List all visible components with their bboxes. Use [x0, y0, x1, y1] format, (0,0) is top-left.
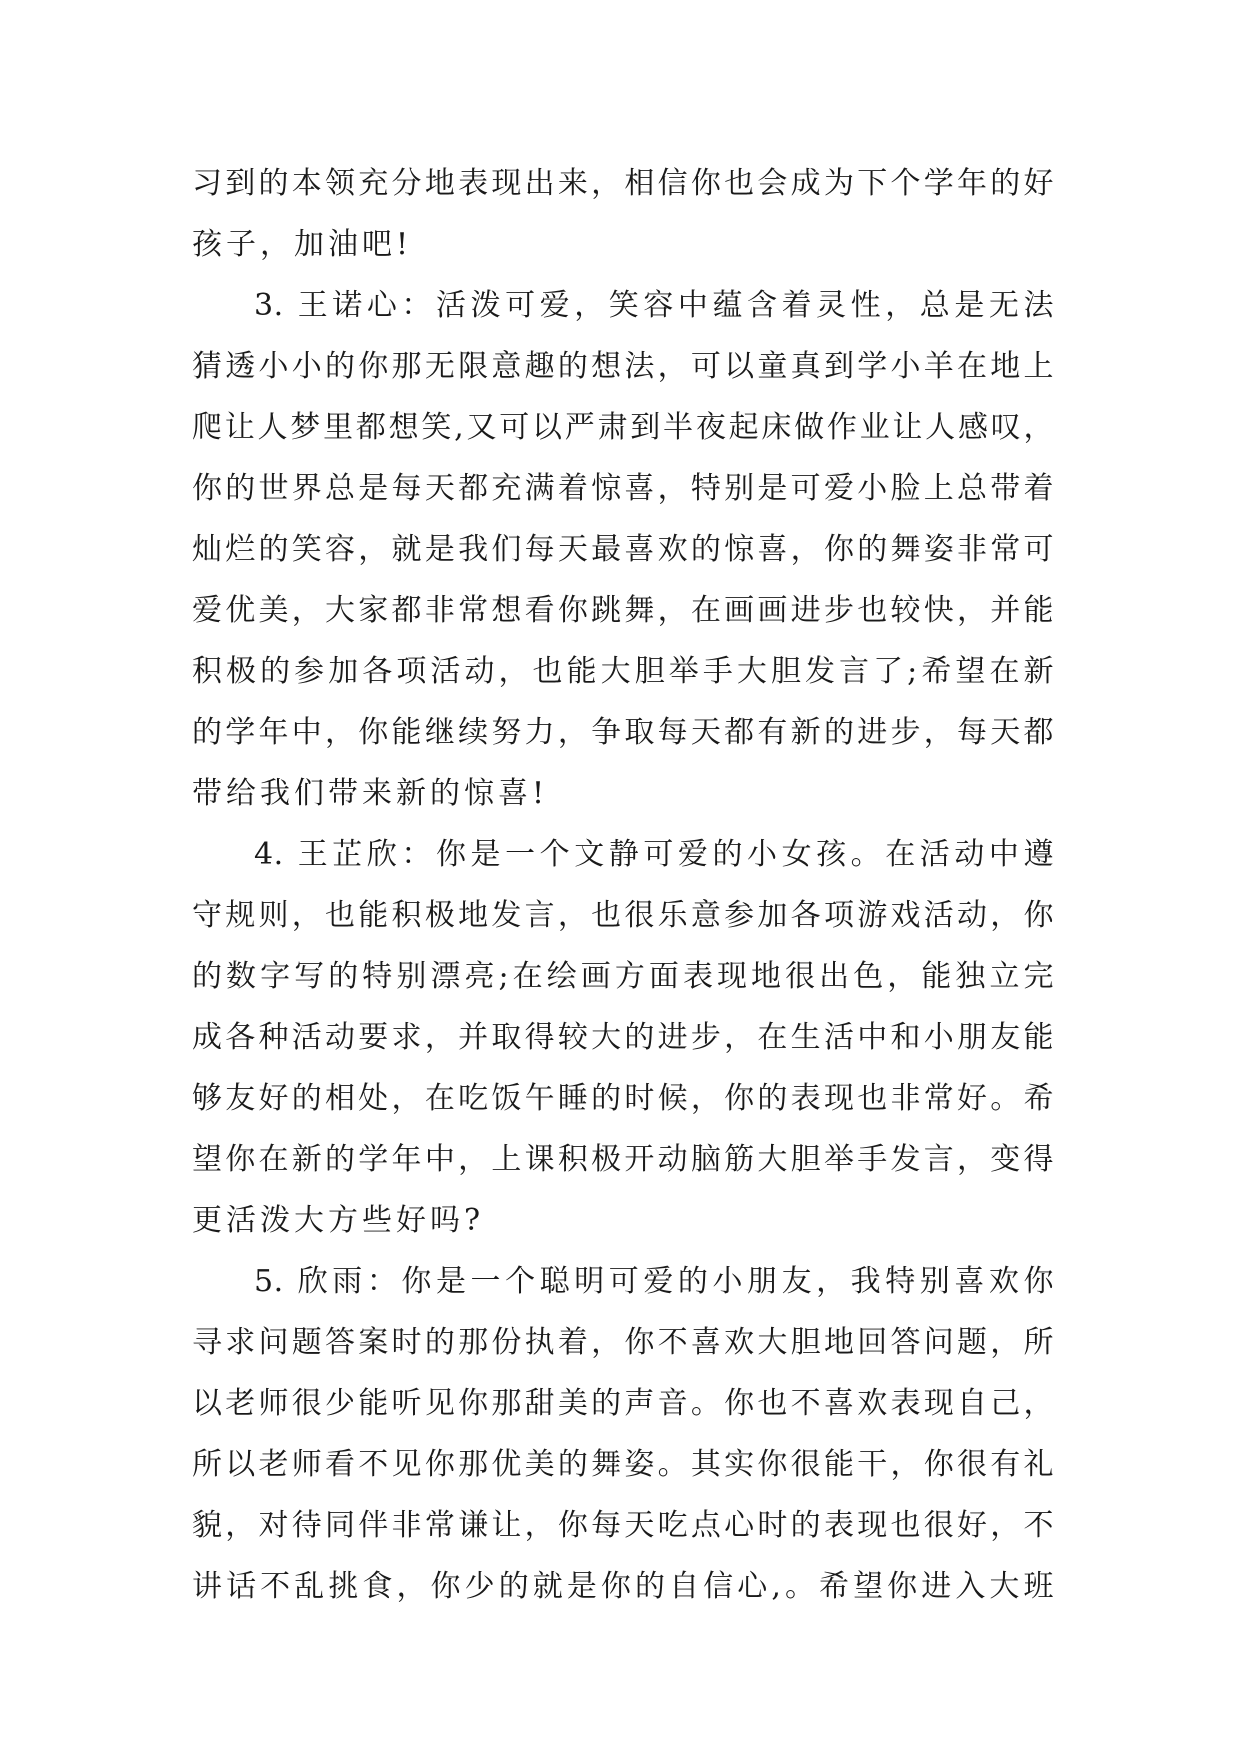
text-line: 望你在新的学年中，上课积极开动脑筋大胆举手发言，变得	[192, 1142, 1054, 1177]
text-line: 更活泼大方些好吗?	[192, 1203, 485, 1238]
text-line: 所以老师看不见你那优美的舞姿。其实你很能干，你很有礼	[192, 1447, 1054, 1482]
text-line: 猜透小小的你那无限意趣的想法，可以童真到学小羊在地上	[192, 349, 1054, 384]
text-line: 带给我们带来新的惊喜!	[192, 776, 549, 811]
text-line: 爱优美，大家都非常想看你跳舞，在画画进步也较快，并能	[192, 593, 1054, 628]
paragraph-4-first-line: 4. 王芷欣：你是一个文静可爱的小女孩。在活动中遵	[254, 837, 1054, 872]
text-line: 孩子，加油吧!	[192, 227, 413, 262]
paragraph-3-first-line: 3. 王诺心：活泼可爱，笑容中蕴含着灵性，总是无法	[254, 288, 1054, 323]
text-line: 习到的本领充分地表现出来，相信你也会成为下个学年的好	[192, 166, 1054, 201]
text-line: 灿烂的笑容，就是我们每天最喜欢的惊喜，你的舞姿非常可	[192, 532, 1054, 567]
text-line: 积极的参加各项活动，也能大胆举手大胆发言了;希望在新	[192, 654, 1054, 689]
text-line: 以老师很少能听见你那甜美的声音。你也不喜欢表现自己，	[192, 1386, 1054, 1421]
text-line: 够友好的相处，在吃饭午睡的时候，你的表现也非常好。希	[192, 1081, 1054, 1116]
text-line: 的学年中，你能继续努力，争取每天都有新的进步，每天都	[192, 715, 1054, 750]
text-line: 守规则，也能积极地发言，也很乐意参加各项游戏活动，你	[192, 898, 1054, 933]
text-line: 貌，对待同伴非常谦让，你每天吃点心时的表现也很好，不	[192, 1508, 1054, 1543]
text-line: 讲话不乱挑食，你少的就是你的自信心,。希望你进入大班	[192, 1569, 1054, 1604]
paragraph-5-first-line: 5. 欣雨：你是一个聪明可爱的小朋友，我特别喜欢你	[254, 1264, 1054, 1299]
text-line: 你的世界总是每天都充满着惊喜，特别是可爱小脸上总带着	[192, 471, 1054, 506]
text-line: 的数字写的特别漂亮;在绘画方面表现地很出色，能独立完	[192, 959, 1054, 994]
text-line: 成各种活动要求，并取得较大的进步，在生活中和小朋友能	[192, 1020, 1054, 1055]
text-line: 爬让人梦里都想笑,又可以严肃到半夜起床做作业让人感叹，	[192, 410, 1054, 445]
document-body	[192, 153, 1054, 1617]
text-line: 寻求问题答案时的那份执着，你不喜欢大胆地回答问题，所	[192, 1325, 1054, 1360]
